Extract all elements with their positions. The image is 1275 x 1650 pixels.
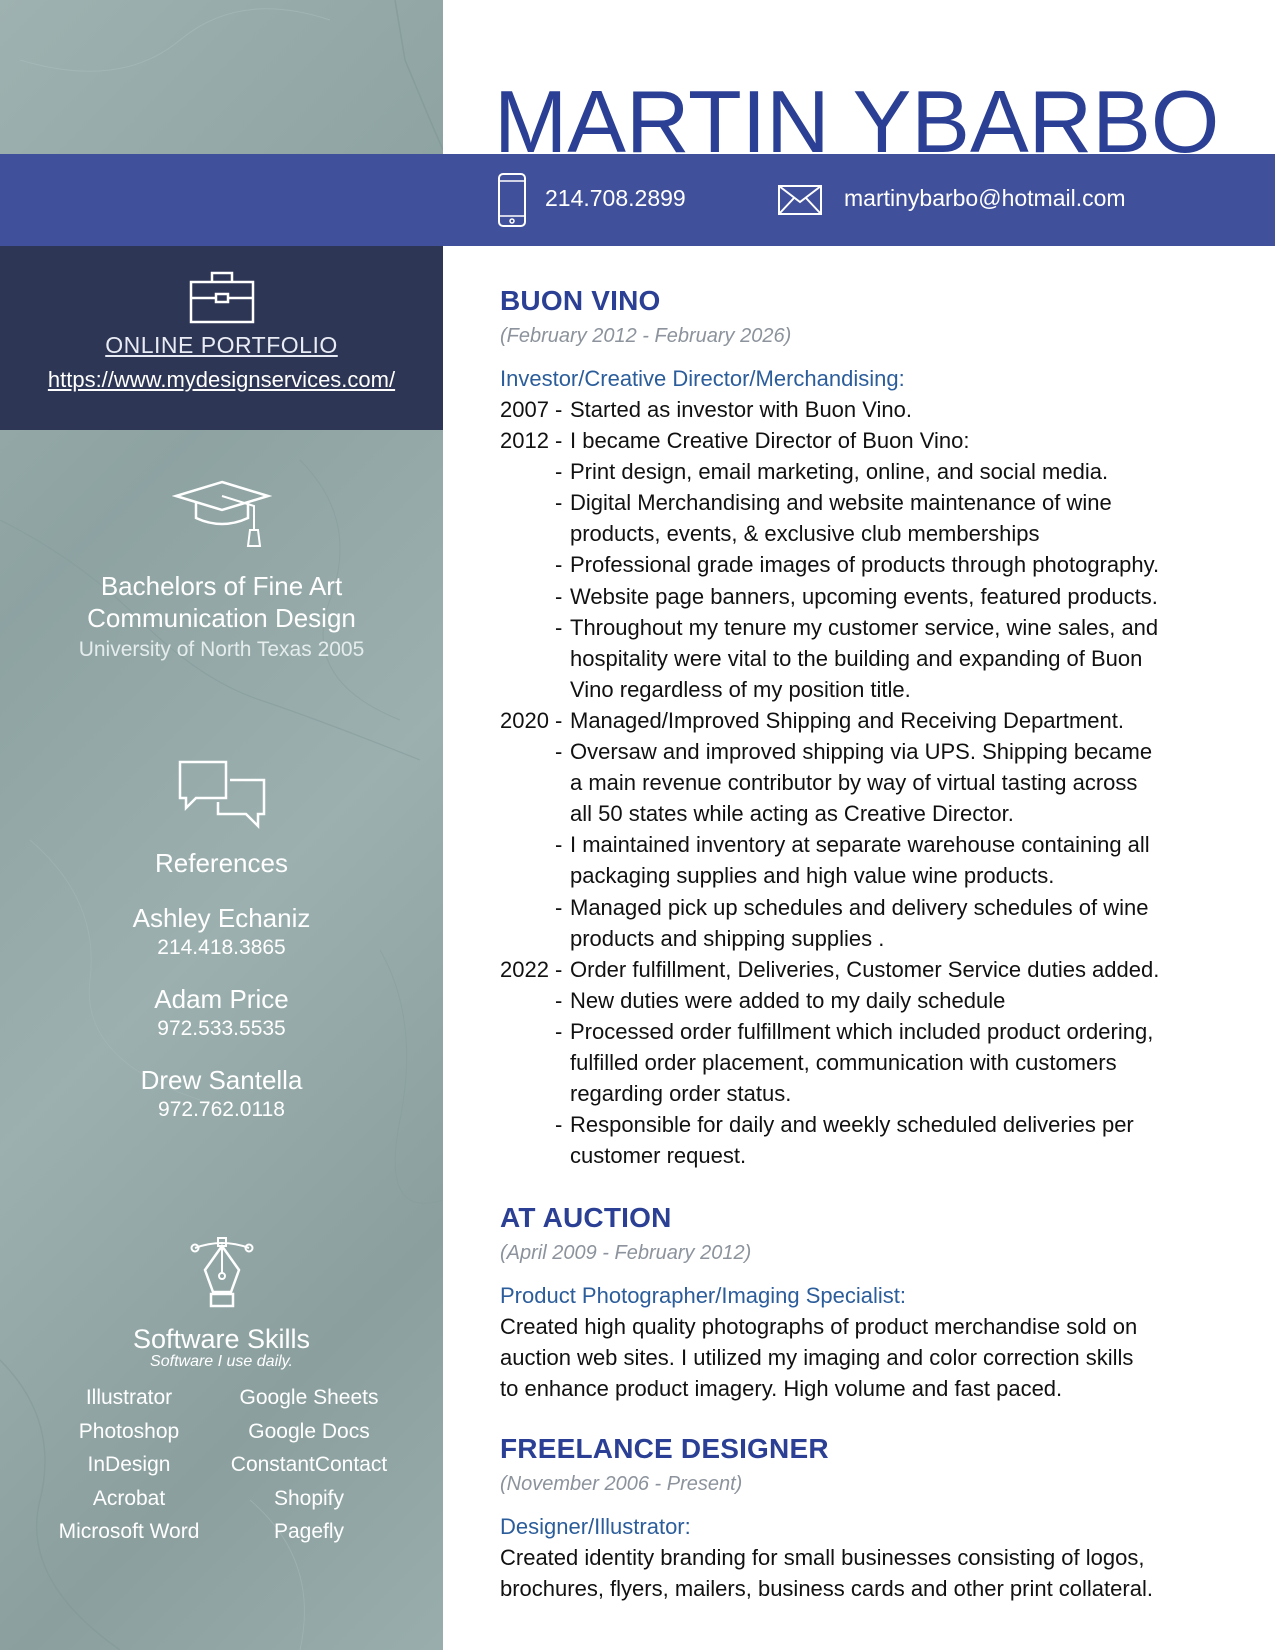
duty-text: Throughout my tenure my customer service, wine sales, and xyxy=(570,614,1159,640)
references-section xyxy=(0,758,443,1122)
duty-sub-line xyxy=(500,829,1200,860)
duty-text: I maintained inventory at separate warehouse containing all xyxy=(570,832,1150,858)
duty-text: customer request. xyxy=(570,1143,747,1169)
skills-subheading: Software I use daily. xyxy=(150,1353,293,1370)
duty-sub-line xyxy=(500,860,1200,891)
duty-dash xyxy=(555,643,570,674)
job-role: Investor/Creative Director/Merchandising: xyxy=(500,366,905,391)
job-dates: (November 2006 - Present) xyxy=(500,1473,743,1496)
duty-text: Print design, email marketing, online, and social media. xyxy=(570,459,1109,485)
duty-year-line xyxy=(500,394,1200,425)
portfolio-box xyxy=(0,246,443,430)
company-name: FREELANCE DESIGNER xyxy=(500,1433,829,1465)
reference-item xyxy=(0,984,443,1041)
duty-text: regarding order status. xyxy=(570,1081,792,1107)
email-address[interactable]: martinybarbo@hotmail.com xyxy=(844,185,1126,211)
reference-item xyxy=(0,1065,443,1122)
job-entry xyxy=(500,1430,1200,1604)
duty-dash: - xyxy=(555,894,563,920)
sidebar xyxy=(0,0,443,1650)
duty-year: 2012 - xyxy=(500,428,563,454)
skill-item: Acrobat xyxy=(92,1486,166,1510)
degree-line-1: Bachelors of Fine Art xyxy=(100,571,343,601)
page-title: MARTIN YBARBO xyxy=(494,72,1220,171)
duty-year: 2020 - xyxy=(500,707,563,733)
duty-sub-line xyxy=(500,767,1200,798)
duty-text: New duties were added to my daily schedule xyxy=(570,987,1006,1013)
phone-number[interactable]: 214.708.2899 xyxy=(545,185,686,211)
duty-text: hospitality were vital to the building and expanding of Buon xyxy=(570,645,1143,671)
duty-text: Started as investor with Buon Vino. xyxy=(570,397,913,422)
job-role: Designer/Illustrator: xyxy=(500,1514,691,1540)
education-section xyxy=(0,478,443,662)
duty-text: a main revenue contributor by way of virtual tasting across xyxy=(570,770,1138,796)
duty-sub-line xyxy=(500,456,1200,487)
duty-sub-line xyxy=(500,643,1200,674)
duty-dash: - xyxy=(555,583,563,609)
duty-text: Managed/Improved Shipping and Receiving Department. xyxy=(570,707,1124,733)
duty-dash xyxy=(555,518,570,549)
job-entry xyxy=(500,1199,1200,1404)
experience-section xyxy=(500,282,1200,1624)
duty-text: Digital Merchandising and website maintenance of wine xyxy=(570,490,1112,516)
duty-dash xyxy=(555,860,570,891)
duty-sub-line xyxy=(500,518,1200,549)
duty-sub-line xyxy=(500,985,1200,1016)
duty-dash xyxy=(555,1140,570,1171)
phone-icon xyxy=(497,172,527,228)
duty-text: Managed pick up schedules and delivery schedules of wine xyxy=(570,894,1149,920)
duty-sub-line xyxy=(500,1140,1200,1171)
briefcase-icon xyxy=(187,268,257,326)
duty-year-line xyxy=(500,954,1200,985)
duty-dash: - xyxy=(555,832,563,858)
job-description-line: Created high quality photographs of product merchandise sold on xyxy=(500,1314,1138,1340)
duty-dash: - xyxy=(555,987,563,1013)
job-dates: (April 2009 - February 2012) xyxy=(500,1242,752,1265)
duty-text: Order fulfillment, Deliveries, Customer Service duties added. xyxy=(570,956,1160,982)
duty-text: packaging supplies and high value wine products. xyxy=(570,863,1055,889)
skills-section xyxy=(0,1236,443,1549)
graduation-cap-icon xyxy=(172,478,272,550)
chat-bubbles-icon xyxy=(174,758,270,830)
skill-item: Shopify xyxy=(273,1486,345,1510)
duty-sub-line xyxy=(500,1016,1200,1047)
duty-year-line xyxy=(500,425,1200,456)
duty-text: Oversaw and improved shipping via UPS. Shipping became xyxy=(570,739,1153,765)
duty-text: Website page banners, upcoming events, featured products. xyxy=(570,583,1158,609)
company-name: AT AUCTION xyxy=(500,1202,672,1234)
job-description-line: to enhance product imagery. High volume and fast paced. xyxy=(500,1376,1063,1402)
duty-text: Professional grade images of products through photography. xyxy=(570,552,1160,578)
reference-phone: 972.762.0118 xyxy=(158,1098,285,1121)
duty-year-line xyxy=(500,705,1200,736)
skill-item: ConstantContact xyxy=(230,1453,388,1476)
duty-dash: - xyxy=(555,552,563,578)
reference-item xyxy=(0,903,443,960)
duty-dash xyxy=(555,798,570,829)
job-role: Product Photographer/Imaging Specialist: xyxy=(500,1283,907,1309)
reference-name: Drew Santella xyxy=(140,1065,303,1095)
duty-text: Vino regardless of my position title. xyxy=(570,676,911,702)
job-dates: (February 2012 - February 2026) xyxy=(500,325,792,347)
duty-text: all 50 states while acting as Creative Director. xyxy=(570,801,1014,827)
duty-sub-line xyxy=(500,674,1200,705)
duty-dash: - xyxy=(555,1112,563,1138)
portfolio-title[interactable]: ONLINE PORTFOLIO xyxy=(105,332,338,358)
duty-dash: - xyxy=(555,459,563,485)
duty-dash xyxy=(555,674,570,705)
duty-dash: - xyxy=(555,614,563,640)
job-entry xyxy=(500,282,1200,1171)
skill-item: Google Docs xyxy=(248,1419,370,1443)
job-description-line: auction web sites. I utilized my imaging and color correction skills xyxy=(500,1345,1134,1371)
duty-text: Processed order fulfillment which included product ordering, xyxy=(570,1018,1154,1044)
duty-year: 2022 - xyxy=(500,956,563,982)
portfolio-url-link[interactable]: https://www.mydesignservices.com/ xyxy=(47,367,396,392)
company-name: BUON VINO xyxy=(500,285,661,316)
duty-dash: - xyxy=(555,490,563,516)
duty-sub-line xyxy=(500,1047,1200,1078)
duty-sub-line xyxy=(500,892,1200,923)
skills-grid xyxy=(0,1381,443,1549)
job-description-line: brochures, flyers, mailers, business cards and other print collateral. xyxy=(500,1576,1153,1602)
school: University of North Texas 2005 xyxy=(78,638,365,661)
duty-sub-line xyxy=(500,1109,1200,1140)
duty-sub-line xyxy=(500,549,1200,580)
job-description-line: Created identity branding for small businesses consisting of logos, xyxy=(500,1545,1145,1571)
skill-item: Google Sheets xyxy=(239,1386,379,1409)
duty-dash: - xyxy=(555,1018,563,1044)
duty-text: products and shipping supplies . xyxy=(570,925,885,951)
skill-item: InDesign xyxy=(87,1453,171,1476)
duty-sub-line xyxy=(500,581,1200,612)
skill-item: Illustrator xyxy=(85,1386,173,1409)
duty-sub-line xyxy=(500,923,1200,954)
duty-sub-line xyxy=(500,487,1200,518)
duty-text: fulfilled order placement, communication with customers xyxy=(570,1049,1117,1075)
duty-year: 2007 - xyxy=(500,397,563,422)
duty-sub-line xyxy=(500,1078,1200,1109)
references-heading: References xyxy=(155,848,288,878)
reference-name: Ashley Echaniz xyxy=(132,903,311,933)
duty-dash xyxy=(555,767,570,798)
duty-dash xyxy=(555,1047,570,1078)
skill-item: Pagefly xyxy=(273,1520,345,1543)
duty-dash xyxy=(555,1078,570,1109)
reference-name: Adam Price xyxy=(154,984,289,1014)
job-duties xyxy=(500,394,1200,1171)
envelope-icon xyxy=(777,184,823,216)
duty-text: I became Creative Director of Buon Vino: xyxy=(570,428,970,454)
reference-phone: 972.533.5535 xyxy=(157,1017,286,1040)
duty-dash: - xyxy=(555,739,563,765)
duty-text: Responsible for daily and weekly scheduled deliveries per xyxy=(570,1112,1134,1138)
duty-text: products, events, & exclusive club memberships xyxy=(570,521,1040,547)
pen-tool-icon xyxy=(187,1236,257,1312)
duty-sub-line xyxy=(500,736,1200,767)
skills-heading: Software Skills xyxy=(132,1324,311,1354)
duty-dash xyxy=(555,923,570,954)
reference-phone: 214.418.3865 xyxy=(157,936,286,959)
skill-item: Microsoft Word xyxy=(58,1520,200,1543)
skill-item: Photoshop xyxy=(78,1419,180,1443)
degree-line-2: Communication Design xyxy=(87,603,356,633)
duty-sub-line xyxy=(500,612,1200,643)
duty-sub-line xyxy=(500,798,1200,829)
